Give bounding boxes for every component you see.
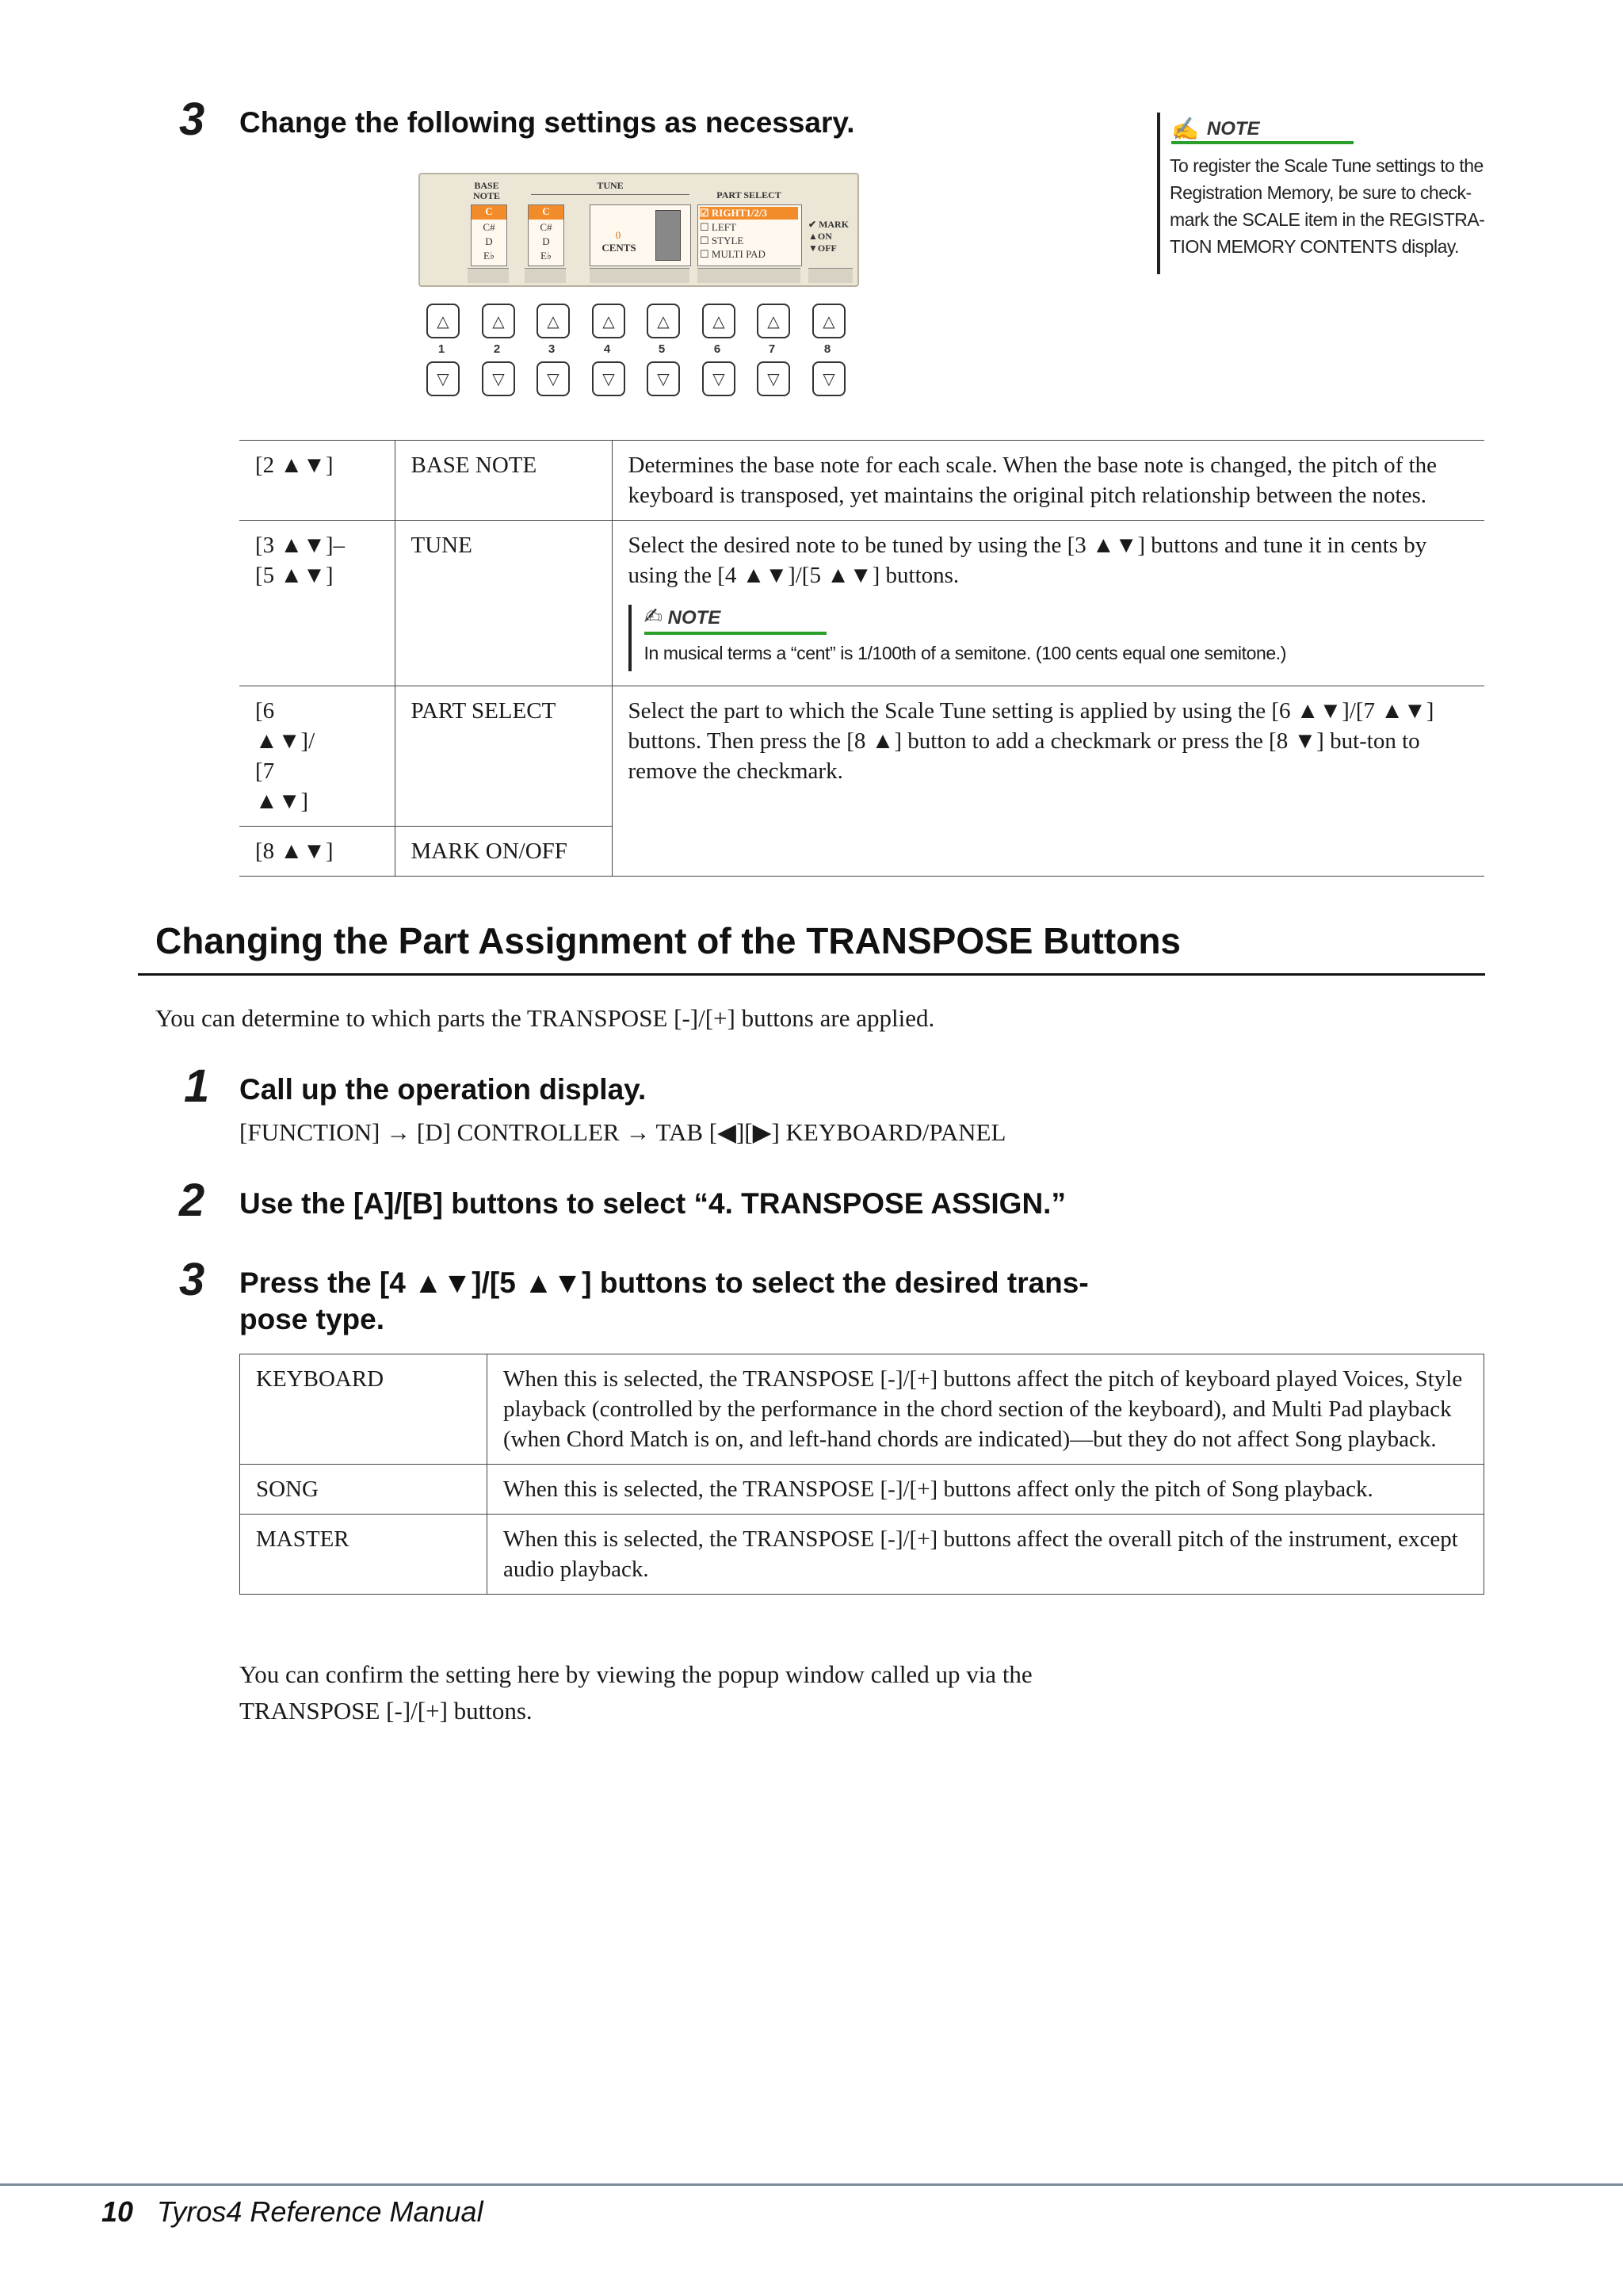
down-triangle-icon: ▽ <box>823 370 835 388</box>
table-row <box>239 441 1484 521</box>
step-number: 3 <box>179 1254 205 1305</box>
button-cell: [2 ▲▼] <box>255 453 334 478</box>
step-title: Change the following settings as necessary. <box>239 106 855 139</box>
note-item: C# <box>483 221 495 233</box>
note-item: D <box>542 235 550 247</box>
section-heading: Changing the Part Assignment of the TRANSPOSE Buttons <box>155 920 1181 961</box>
check-icon: ✔ <box>808 219 817 230</box>
down-button-3[interactable] <box>537 361 570 396</box>
param-cell: BASE NOTE <box>395 441 612 521</box>
part-item: ☐ STYLE <box>700 235 744 246</box>
cents-slider <box>655 210 681 261</box>
base-note-list <box>471 204 507 266</box>
table-row <box>239 686 1484 827</box>
pencil-icon: ✍ <box>1171 117 1199 141</box>
up-triangle-icon: △ <box>767 312 780 330</box>
desc-cell: Determines the base note for each scale. When the base note is changed, the pitch of the keyboard is transposed, yet maintains the original pitch relationship between the notes. <box>612 441 1484 521</box>
up-button-7[interactable] <box>757 304 790 338</box>
base-note-label: BASE NOTE <box>472 180 500 201</box>
arrow-bar <box>590 268 689 283</box>
section-rule <box>138 973 1485 976</box>
down-triangle-icon: ▽ <box>767 370 780 388</box>
desc-cell: Select the part to which the Scale Tune setting is applied by using the [6 ▲▼]/[7 ▲▼] buttons. Then press the [8 ▲] button to add a checkmark or press the [8 ▼] but-ton to remove the checkmark. <box>612 686 1484 877</box>
up-triangle-icon: △ <box>602 312 615 330</box>
note-underline <box>1171 141 1354 144</box>
up-triangle-icon: △ <box>492 312 505 330</box>
button-number: 7 <box>768 342 776 356</box>
step-title: Press the [4 ▲▼]/[5 ▲▼] buttons to select the desired trans- pose type. <box>239 1266 1089 1335</box>
button-number: 8 <box>823 342 831 356</box>
type-cell: MASTER <box>240 1515 487 1595</box>
tune-note-list <box>528 204 564 266</box>
table-row <box>240 1515 1484 1595</box>
param-cell: TUNE <box>395 521 612 686</box>
note-text: To register the Scale Tune settings to the Registration Memory, be sure to check- mark the SCALE item in the REGISTRA- TION MEMORY CONTENTS display. <box>1170 155 1485 257</box>
down-triangle-icon: ▽ <box>492 370 505 388</box>
button-number: 2 <box>493 342 501 356</box>
down-button-5[interactable] <box>647 361 680 396</box>
step-number: 3 <box>179 94 205 145</box>
selected-note: C <box>472 205 506 220</box>
param-cell: PART SELECT <box>395 686 612 827</box>
down-triangle-icon: ▽ <box>602 370 615 388</box>
note-header <box>1171 116 1260 142</box>
table-row <box>239 521 1484 686</box>
part-select-label: PART SELECT <box>716 189 781 201</box>
note-label: NOTE <box>1206 117 1260 139</box>
checkbox-icon: ☑ <box>700 207 709 219</box>
button-number: 1 <box>437 342 445 356</box>
mark-label: ✔ MARK <box>808 219 850 230</box>
desc-cell: When this is selected, the TRANSPOSE [-]/[+] buttons affect only the pitch of Song playback. <box>487 1465 1484 1515</box>
note-item: E♭ <box>483 250 495 262</box>
up-button-6[interactable] <box>702 304 735 338</box>
down-button-6[interactable] <box>702 361 735 396</box>
note-item: D <box>485 235 493 247</box>
table-row <box>240 1354 1484 1465</box>
type-cell: KEYBOARD <box>240 1354 487 1465</box>
lcd-screen <box>418 173 859 287</box>
down-button-8[interactable] <box>812 361 846 396</box>
down-button-4[interactable] <box>592 361 625 396</box>
up-button-8[interactable] <box>812 304 846 338</box>
up-button-4[interactable] <box>592 304 625 338</box>
cents-box <box>590 204 691 266</box>
table-row <box>240 1465 1484 1515</box>
page-number: 10 <box>101 2195 134 2228</box>
mark-on: ▲ON <box>808 231 832 242</box>
type-cell: SONG <box>240 1465 487 1515</box>
tune-rule <box>531 194 689 195</box>
scale-tune-table <box>239 440 1484 877</box>
up-triangle-icon: △ <box>657 312 670 330</box>
part-select-box <box>697 204 802 266</box>
button-number: 6 <box>713 342 721 356</box>
down-triangle-icon: ▽ <box>657 370 670 388</box>
button-number: 3 <box>548 342 556 356</box>
up-button-2[interactable] <box>482 304 515 338</box>
param-cell: MARK ON/OFF <box>395 827 612 877</box>
mark-panel <box>808 219 849 254</box>
button-number: 4 <box>603 342 611 356</box>
down-triangle-icon: ▽ <box>712 370 725 388</box>
note-header: ✍ NOTE <box>643 604 721 628</box>
button-cell: [6 ▲▼]/ [7 ▲▼] <box>239 686 395 827</box>
selected-note: C <box>529 205 563 220</box>
down-triangle-icon: ▽ <box>437 370 449 388</box>
note-item: E♭ <box>540 250 552 262</box>
up-button-5[interactable] <box>647 304 680 338</box>
down-triangle-icon: ▽ <box>547 370 559 388</box>
part-item: ☐ MULTI PAD <box>700 248 766 260</box>
desc-cell: When this is selected, the TRANSPOSE [-]/[+] buttons affect the overall pitch of the instrument, except audio playback. <box>487 1515 1484 1595</box>
cents-value: 0 <box>615 229 621 241</box>
step-title: Use the [A]/[B] buttons to select “4. TRANSPOSE ASSIGN.” <box>239 1187 1066 1220</box>
note-text: In musical terms a “cent” is 1/100th of a semitone. (100 cents equal one semitone.) <box>643 643 1287 663</box>
step-number: 1 <box>184 1060 210 1112</box>
up-triangle-icon: △ <box>437 312 449 330</box>
button-cell: [8 ▲▼] <box>239 827 395 877</box>
mark-off: ▼OFF <box>808 243 837 254</box>
manual-title: Tyros4 Reference Manual <box>157 2195 483 2228</box>
pencil-icon: ✍ <box>643 604 663 628</box>
operation-path: [FUNCTION] → [D] CONTROLLER → TAB [◀][▶] KEYBOARD/PANEL <box>239 1118 1006 1146</box>
desc-cell: Select the desired note to be tuned by using the [3 ▲▼] buttons and tune it in cents by using the [4 ▲▼]/[5 ▲▼] buttons. ✍ NOTE In musical terms a “cent” is 1/100th of a semitone. (100 cents equal one semitone.) <box>612 521 1484 686</box>
tune-label: TUNE <box>597 180 624 191</box>
inline-note <box>628 605 1469 671</box>
note-bar <box>1157 113 1160 274</box>
footer-rule <box>0 2183 1623 2186</box>
step-title: Call up the operation display. <box>239 1073 647 1106</box>
page-footer <box>101 2195 483 2229</box>
down-button-1[interactable] <box>426 361 460 396</box>
section-intro: You can determine to which parts the TRANSPOSE [-]/[+] buttons are applied. <box>155 1004 935 1032</box>
arrow-bar <box>808 268 853 283</box>
up-triangle-icon: △ <box>823 312 835 330</box>
note-item: C# <box>540 221 552 233</box>
button-cell: [3 ▲▼]– [5 ▲▼] <box>239 521 395 686</box>
up-button-1[interactable] <box>426 304 460 338</box>
up-triangle-icon: △ <box>712 312 725 330</box>
transpose-type-table <box>239 1354 1484 1595</box>
note-underline <box>644 632 827 635</box>
arrow-bar <box>468 268 509 283</box>
arrow-bar <box>697 268 800 283</box>
cents-label: CENTS <box>601 242 636 254</box>
up-triangle-icon: △ <box>547 312 559 330</box>
part-item: ☐ LEFT <box>700 221 736 233</box>
button-number: 5 <box>658 342 666 356</box>
desc-cell: When this is selected, the TRANSPOSE [-]/[+] buttons affect the pitch of keyboard played Voices, Style playback (controlled by the performance in the chord section of the keyboard), and Multi Pad playback (when Chord Match is on, and left-hand chords are indicated)—but they do not affect Song playback. <box>487 1354 1484 1465</box>
up-button-3[interactable] <box>537 304 570 338</box>
closing-paragraph: You can confirm the setting here by viewing the popup window called up via the TRANSPOSE [-]/[+] buttons. <box>239 1660 1033 1725</box>
down-button-7[interactable] <box>757 361 790 396</box>
down-button-2[interactable] <box>482 361 515 396</box>
arrow-bar <box>525 268 566 283</box>
step-number: 2 <box>179 1175 205 1226</box>
part-item-selected: ☑ RIGHT1/2/3 <box>700 207 798 220</box>
